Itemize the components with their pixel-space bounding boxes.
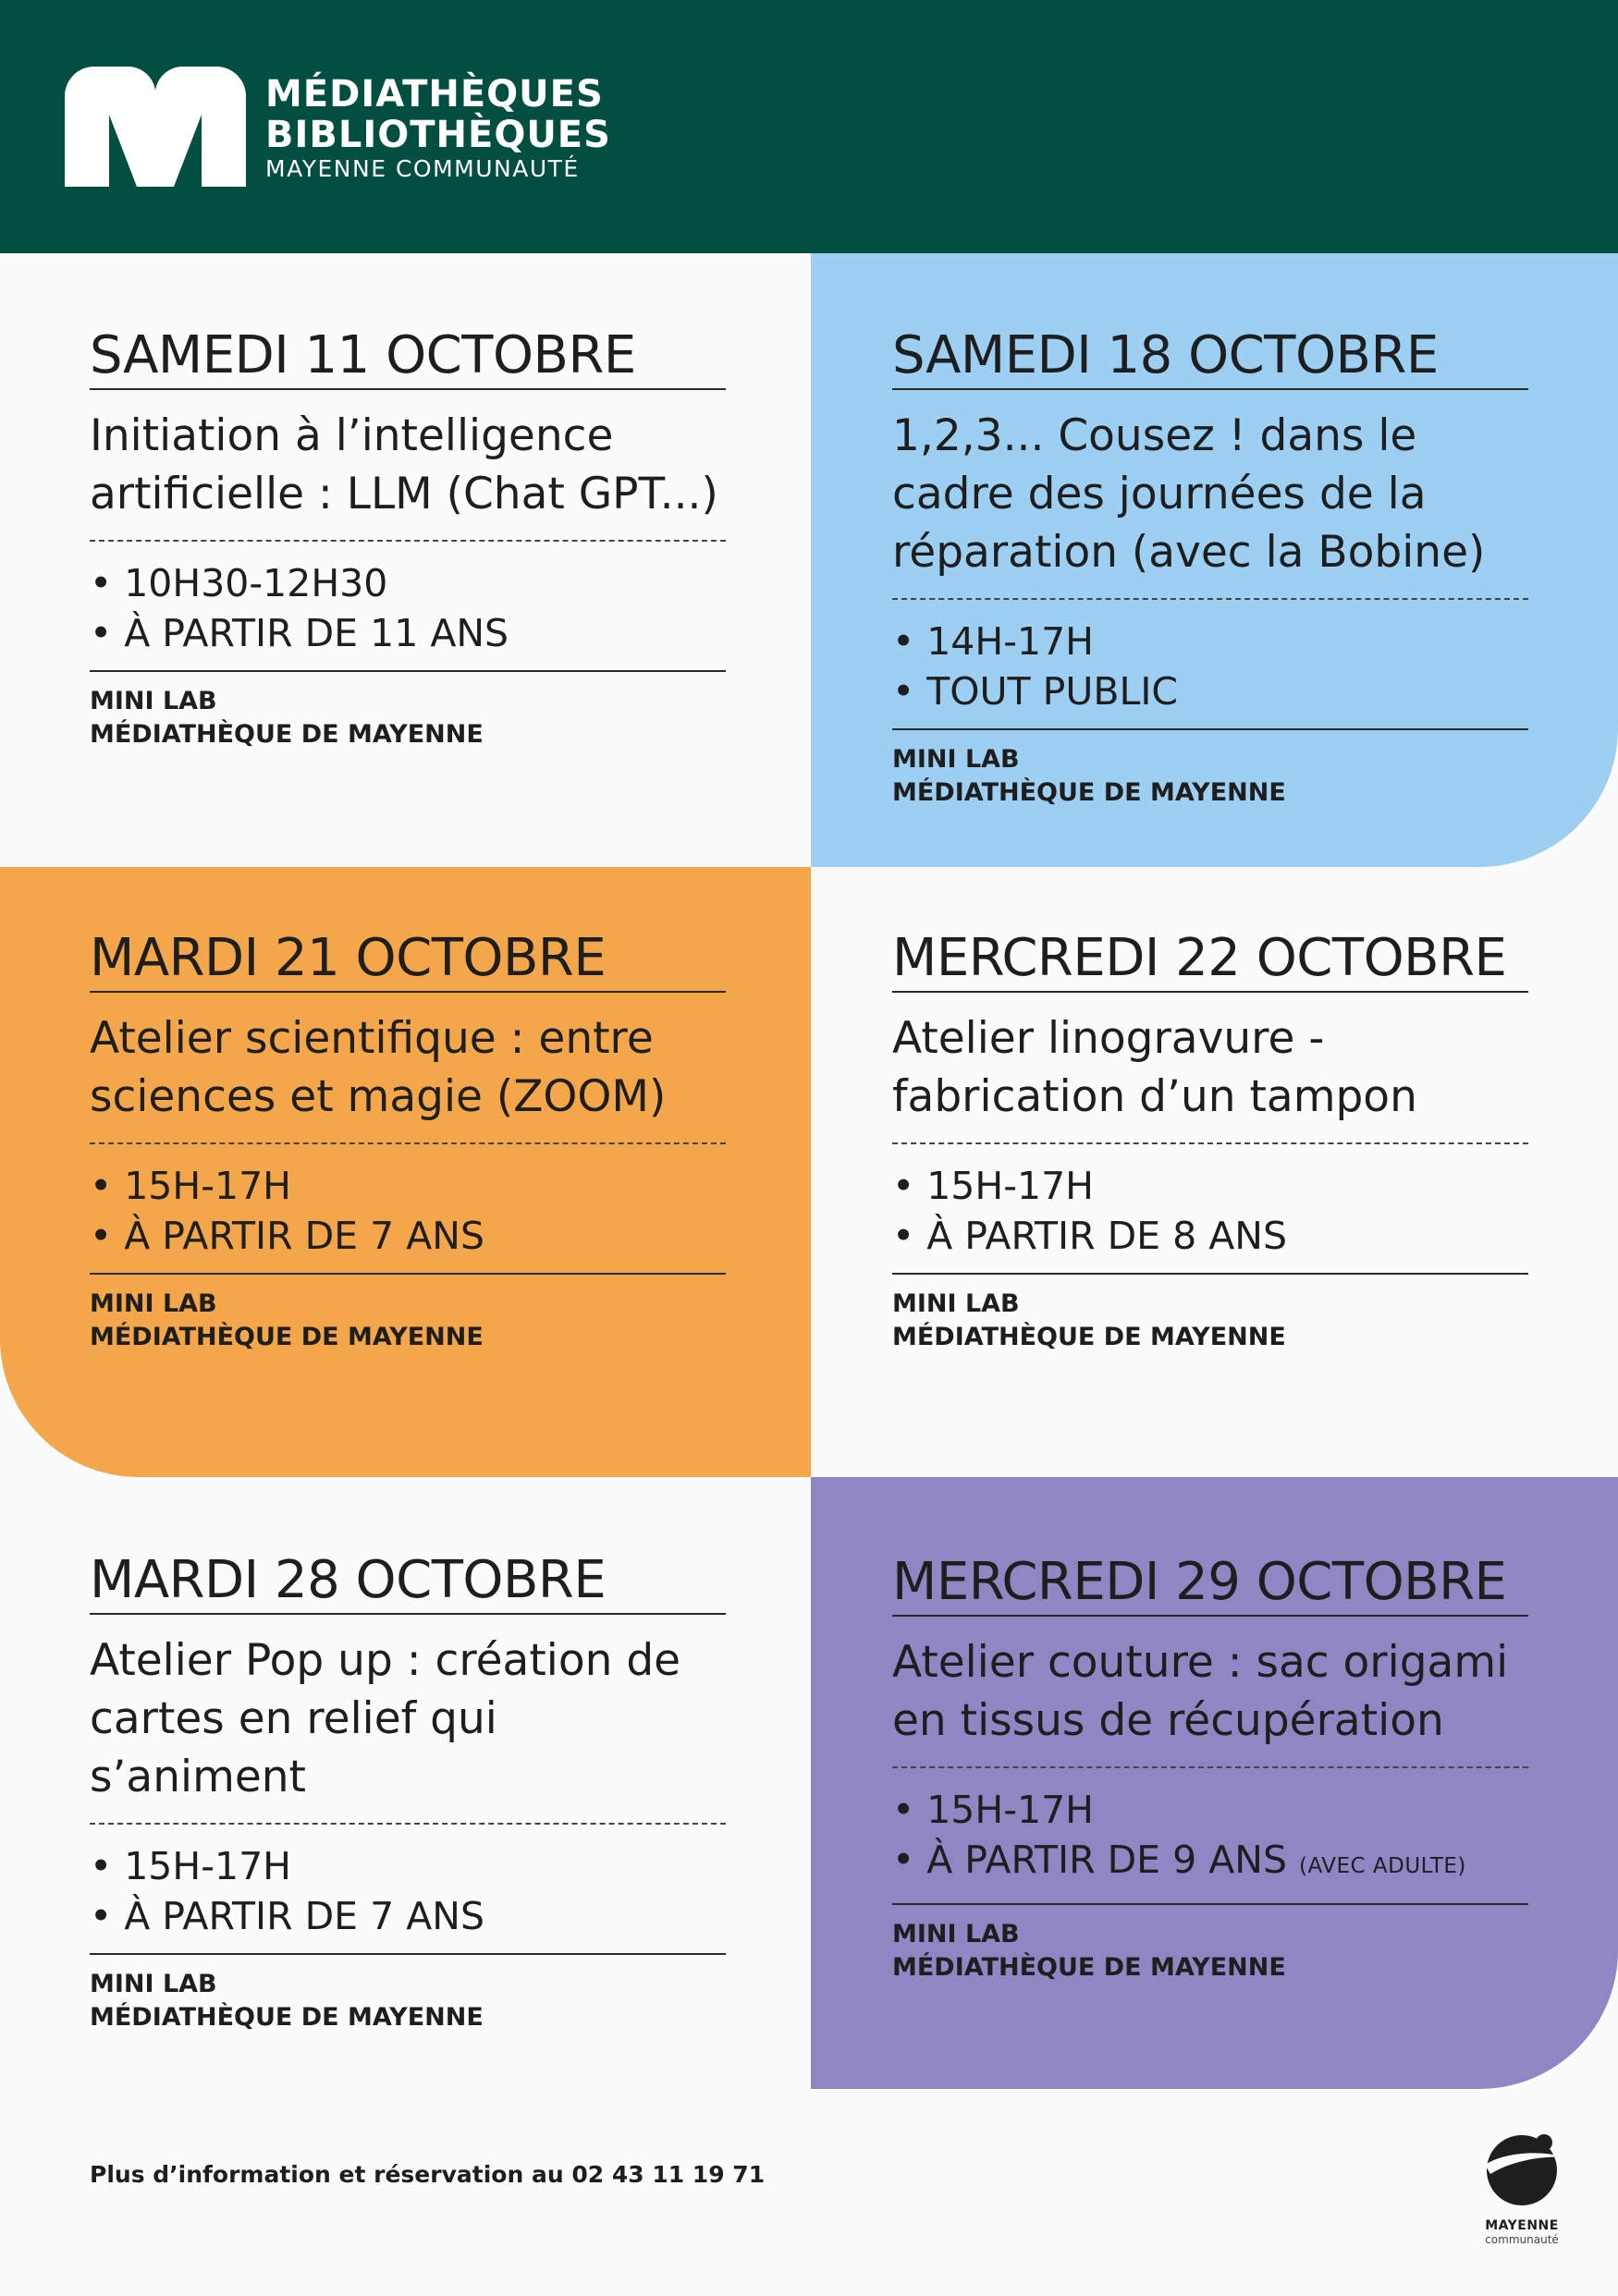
event-venue: MÉDIATHÈQUE DE MAYENNE <box>90 2003 484 2032</box>
event-info <box>892 1144 1528 1275</box>
event-audience-text: • À PARTIR DE 11 ANS <box>90 611 509 655</box>
brand-name <box>265 74 611 183</box>
event-room: MINI LAB <box>90 1970 217 1998</box>
brand-line-3: MAYENNE COMMUNAUTÉ <box>265 155 580 182</box>
mayenne-communaute-logo <box>1477 2124 1566 2246</box>
event-time: • 15H-17H <box>892 1788 1095 1832</box>
brand-line-1: MÉDIATHÈQUES <box>265 73 604 116</box>
event-place <box>892 730 1528 810</box>
event-title: Atelier linogravure - fabrication d’un tampon <box>892 993 1528 1144</box>
event-room: MINI LAB <box>892 1289 1020 1318</box>
event-audience <box>90 1211 726 1261</box>
event-audience-text: • À PARTIR DE 9 ANS <box>892 1838 1287 1882</box>
event-card <box>90 325 726 751</box>
event-title: Atelier Pop up : création de cartes en relief qui s’animent <box>90 1615 726 1825</box>
event-audience-note: (AVEC ADULTE) <box>1299 1854 1466 1878</box>
event-card <box>892 928 1528 1354</box>
footer-info: Plus d’information et réservation au 02 43 11 19 71 <box>90 2161 766 2188</box>
event-audience <box>90 1891 726 1941</box>
event-date: MERCREDI 29 OCTOBRE <box>892 1555 1528 1617</box>
event-time: • 14H-17H <box>892 619 1095 664</box>
mediatheques-m-logo-icon <box>65 67 246 187</box>
event-venue: MÉDIATHÈQUE DE MAYENNE <box>892 1323 1286 1351</box>
event-date: MARDI 28 OCTOBRE <box>90 1553 726 1615</box>
event-audience-text: • À PARTIR DE 7 ANS <box>90 1214 484 1258</box>
event-time: • 15H-17H <box>90 1844 292 1888</box>
event-card <box>892 325 1528 810</box>
event-room: MINI LAB <box>892 1920 1020 1948</box>
event-time: • 15H-17H <box>892 1164 1095 1208</box>
event-room: MINI LAB <box>892 745 1020 774</box>
event-audience <box>892 1211 1528 1261</box>
event-info <box>90 1144 726 1275</box>
event-title: Atelier scientifique : entre sciences et magie (ZOOM) <box>90 993 726 1144</box>
event-title: Initiation à l’intelligence artificielle : LLM (Chat GPT...) <box>90 390 726 542</box>
event-time: • 10H30-12H30 <box>90 561 388 605</box>
header-banner <box>0 0 1618 253</box>
event-title: 1,2,3... Cousez ! dans le cadre des journées de la réparation (avec la Bobine) <box>892 390 1528 600</box>
event-time: • 15H-17H <box>90 1164 292 1208</box>
event-info <box>892 1768 1528 1905</box>
event-room: MINI LAB <box>90 687 217 715</box>
event-info <box>90 1825 726 1955</box>
event-card <box>90 1550 726 2034</box>
event-venue: MÉDIATHÈQUE DE MAYENNE <box>90 1323 484 1351</box>
event-place <box>892 1905 1528 1985</box>
event-card <box>892 1552 1528 1985</box>
brand-line-2: BIBLIOTHÈQUES <box>265 114 611 156</box>
event-date: MARDI 21 OCTOBRE <box>90 931 726 993</box>
logo-sub: communauté <box>1485 2233 1559 2246</box>
event-info <box>90 542 726 672</box>
event-audience-text: • À PARTIR DE 8 ANS <box>892 1214 1287 1258</box>
logo-name: MAYENNE <box>1485 2218 1559 2233</box>
event-place <box>90 1955 726 2034</box>
event-venue: MÉDIATHÈQUE DE MAYENNE <box>892 778 1286 807</box>
event-place <box>90 1275 726 1354</box>
event-venue: MÉDIATHÈQUE DE MAYENNE <box>892 1953 1286 1982</box>
event-place <box>90 672 726 751</box>
event-place <box>892 1275 1528 1354</box>
event-title: Atelier couture : sac origami en tissus de récupération <box>892 1617 1528 1768</box>
event-audience <box>892 1835 1528 1891</box>
event-info <box>892 600 1528 730</box>
mayenne-swirl-icon <box>1477 2124 1566 2213</box>
event-audience <box>90 608 726 658</box>
event-card <box>90 928 726 1354</box>
event-audience <box>892 666 1528 716</box>
event-audience-text: • À PARTIR DE 7 ANS <box>90 1894 484 1938</box>
event-date: MERCREDI 22 OCTOBRE <box>892 931 1528 993</box>
event-date: SAMEDI 11 OCTOBRE <box>90 328 726 390</box>
event-audience-text: • TOUT PUBLIC <box>892 669 1179 714</box>
event-room: MINI LAB <box>90 1289 217 1318</box>
event-date: SAMEDI 18 OCTOBRE <box>892 328 1528 390</box>
event-venue: MÉDIATHÈQUE DE MAYENNE <box>90 720 484 749</box>
